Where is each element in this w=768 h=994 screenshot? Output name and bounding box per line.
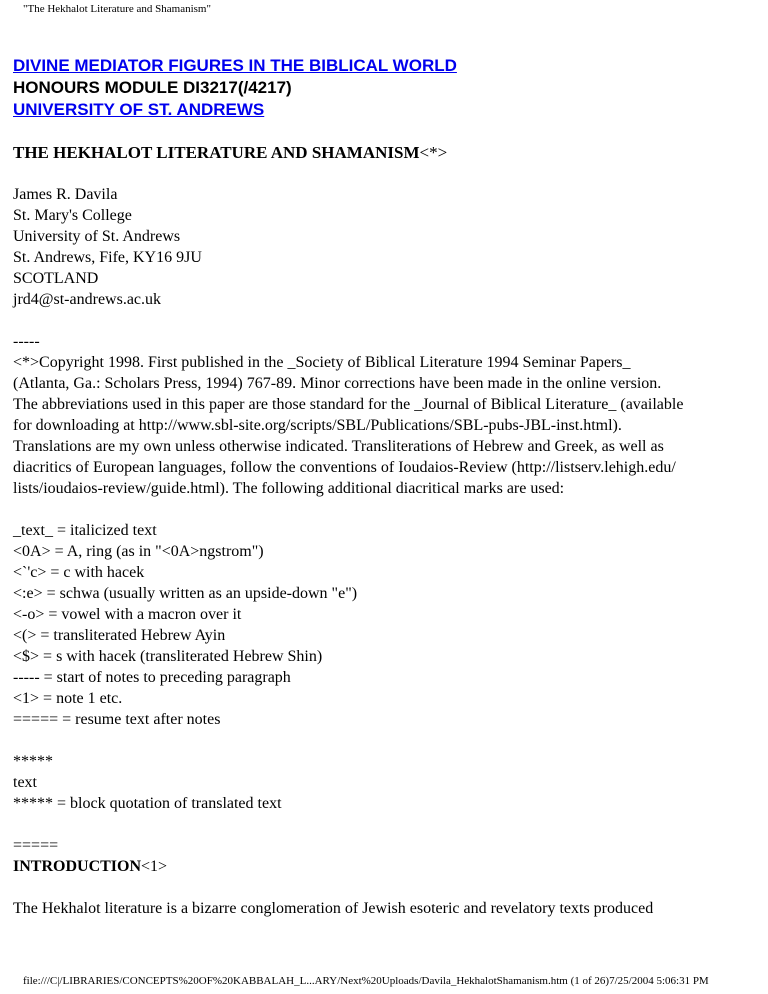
author-country: SCOTLAND [13,270,99,287]
note-line: <*>Copyright 1998. First published in the _Society of Biblical Literature 1994 Seminar Papers_ [13,354,631,371]
diacritics-legend [13,520,758,730]
author-email: jrd4@st-andrews.ac.uk [13,291,162,308]
section-heading-text: INTRODUCTION [13,858,142,875]
page-header-title: "The Hekhalot Literature and Shamanism" [23,3,211,15]
introduction-section [13,835,758,919]
block-quote-legend [13,751,758,814]
section-heading [13,856,758,877]
author-block [13,184,758,310]
legend-item: <-o> = vowel with a macron over it [13,606,242,623]
course-title-link[interactable]: DIVINE MEDIATOR FIGURES IN THE BIBLICAL WORLD [13,56,457,75]
legend-item: <1> = note 1 etc. [13,690,123,707]
article-title [13,142,758,163]
legend-item: ***** = block quotation of translated text [13,795,282,812]
legend-item: <`'c> = c with hacek [13,564,145,581]
legend-item: ----- = start of notes to preceding paragraph [13,669,291,686]
note-line: Translations are my own unless otherwise indicated. Transliterations of Hebrew and Greek, as well as [13,438,664,455]
legend-item: text [13,774,37,791]
note-line: lists/ioudaios-review/guide.html). The following additional diacritical marks are used: [13,480,565,497]
author-name: James R. Davila [13,186,118,203]
note-line: The abbreviations used in this paper are those standard for the _Journal of Biblical Literature_ (available [13,396,684,413]
author-address: St. Andrews, Fife, KY16 9JU [13,249,202,266]
legend-item: <:e> = schwa (usually written as an upside-down "e") [13,585,358,602]
article-title-note-marker: <*> [419,143,448,162]
author-college: St. Mary's College [13,207,132,224]
legend-item: ===== = resume text after notes [13,711,221,728]
page-footer-path: file:///C|/LIBRARIES/CONCEPTS%20OF%20KABBALAH_L...ARY/Next%20Uploads/Davila_HekhalotShamanism.htm (1 of 26)7/25/2004 5:06:31 PM [23,975,709,987]
legend-item: <0A> = A, ring (as in "<0A>ngstrom") [13,543,264,560]
note-line: (Atlanta, Ga.: Scholars Press, 1994) 767-89. Minor corrections have been made in the online version. [13,375,662,392]
course-module: HONOURS MODULE DI3217(/4217) [13,78,292,97]
legend-item: ***** [13,753,53,770]
note-line: for downloading at http://www.sbl-site.org/scripts/SBL/Publications/SBL-pubs-JBL-inst.html). [13,417,622,434]
section-heading-note-marker: <1> [141,858,168,875]
article-title-text: THE HEKHALOT LITERATURE AND SHAMANISM [13,143,420,162]
notes-divider: ----- [13,333,40,350]
intro-divider: ===== [13,837,59,854]
note-line: diacritics of European languages, follow the conventions of Ioudaios-Review (http://listserv.lehigh.edu/ [13,459,676,476]
intro-paragraph: The Hekhalot literature is a bizarre conglomeration of Jewish esoteric and revelatory texts produced [13,900,654,917]
legend-item: <(> = transliterated Hebrew Ayin [13,627,226,644]
author-university: University of St. Andrews [13,228,181,245]
university-link[interactable]: UNIVERSITY OF ST. ANDREWS [13,100,265,119]
document-body [13,55,758,919]
legend-item: _text_ = italicized text [13,522,157,539]
legend-item: <$> = s with hacek (transliterated Hebrew Shin) [13,648,323,665]
copyright-note [13,331,758,499]
